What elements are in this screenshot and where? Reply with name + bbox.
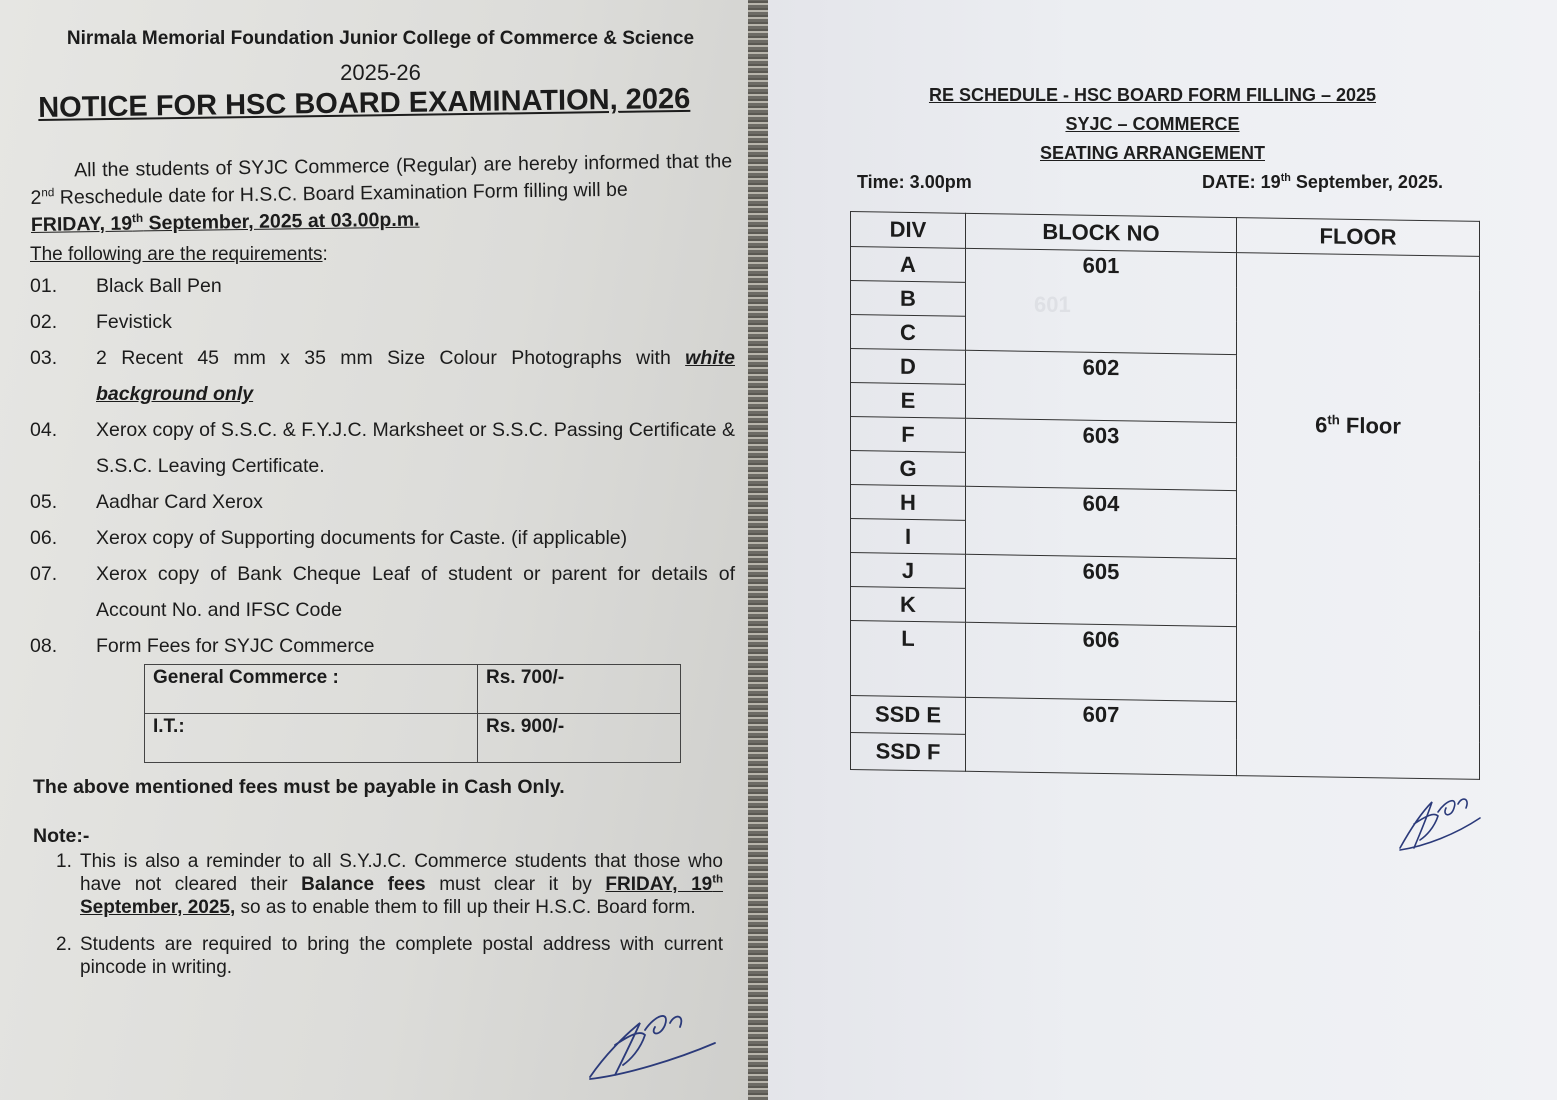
item-text: Form Fees for SYJC Commerce [96,635,375,657]
hsc-notice-sheet [0,0,752,1100]
div-cell: A [851,247,966,283]
item-text [96,340,735,412]
note1-date-sup: th [712,873,723,886]
note1-text-a: This is also a reminder to all S.Y.J.C. Commerce students that those who have not cleared their [80,851,723,895]
div-cell: SSD E [851,696,966,735]
cash-only-note: The above mentioned fees must be payable in Cash Only. [33,776,565,798]
intro-text-2: Reschedule date for H.S.C. Board Examination Form filling will be [54,178,628,209]
floor-sup: th [1327,412,1340,428]
exam-date [1202,172,1443,193]
block-cell: 604 [966,486,1237,558]
requirements-list [30,268,735,664]
div-cell: G [851,451,966,487]
note-number: 1. [56,851,72,872]
item-number: 08. [30,635,58,657]
date-b: September, 2025. [1290,172,1443,192]
item-text-main: 2 Recent 45 mm x 35 mm Size Colour Photographs with [96,347,686,369]
note-text: Students are required to bring the complete postal address with current pincode in writing. [80,934,723,978]
item-number: 03. [30,347,58,369]
div-cell: E [851,383,966,419]
list-item [30,628,735,664]
table-row [145,665,681,714]
item-number: 07. [30,563,58,585]
college-name: Nirmala Memorial Foundation Junior College of Commerce & Science [66,28,695,49]
div-cell: B [851,281,966,317]
class-heading: SYJC – COMMERCE [1065,114,1240,134]
notes-list [56,850,723,993]
exam-time: Time: 3.00pm [857,172,972,192]
seating-heading: SEATING ARRANGEMENT [1040,143,1265,163]
item-number: 02. [30,311,58,333]
note1-bold: Balance fees [301,874,426,895]
faint-bleed-text: 601 [1034,292,1071,317]
floor-word: Floor [1339,412,1401,439]
fee-label: General Commerce : [145,665,478,714]
div-cell: K [851,587,966,623]
list-item [30,484,735,520]
academic-year: 2025-26 [340,60,421,85]
seating-table [850,211,1480,780]
intro-date-b: September, 2025 at 03.00p.m. [142,208,420,235]
fee-amount: Rs. 900/- [478,714,681,763]
div-cell: I [851,519,966,555]
header-block: BLOCK NO [966,213,1237,252]
intro-date-sup: th [131,211,144,226]
block-cell: 605 [966,554,1237,626]
item-text: Xerox copy of Bank Cheque Leaf of student or parent for details of Account No. and IFSC Code [96,563,735,621]
item-emphasis: white background only [96,347,735,405]
div-cell: C [851,315,966,351]
block-cell: 606 [966,622,1237,701]
intro-date [31,209,420,236]
floor-cell [1237,253,1480,780]
block-cell: 603 [966,418,1237,490]
note1-date-b: September, 2025, [80,897,236,918]
fee-label: I.T.: [145,714,478,763]
intro-sup: nd [41,186,55,200]
list-item [30,412,735,484]
item-text: Aadhar Card Xerox [96,491,263,513]
list-item [30,556,735,628]
fee-amount: Rs. 700/- [478,665,681,714]
item-number: 01. [30,275,58,297]
note-heading: Note:- [33,825,90,847]
list-item [30,268,735,304]
div-cell: L [851,621,966,698]
item-text: Xerox copy of Supporting documents for Caste. (if applicable) [96,527,628,549]
div-cell: F [851,417,966,453]
block-cell: 601 [966,248,1237,354]
block-cell: 602 [966,350,1237,422]
item-text: Black Ball Pen [96,275,222,297]
table-row [145,714,681,763]
item-number: 06. [30,527,58,549]
note-number: 2. [56,934,72,955]
item-text: Xerox copy of S.S.C. & F.Y.J.C. Marksheet or S.S.C. Passing Certificate & S.S.C. Leaving Certificate. [96,419,735,477]
div-cell: SSD F [851,733,966,772]
note1-text-c: so as to enable them to fill up their H.S.C. Board form. [235,897,696,918]
floor-number: 6 [1315,412,1328,438]
intro-text-1: All the students of SYJC Commerce (Regular) are hereby informed that the 2 [30,150,733,209]
date-a: DATE: 19 [1202,172,1281,192]
item-number: 05. [30,491,58,513]
seating-arrangement-sheet [768,0,1557,1100]
list-item [56,933,723,979]
reschedule-heading: RE SCHEDULE - HSC BOARD FORM FILLING – 2025 [928,85,1377,105]
div-cell: D [851,349,966,385]
signature-icon [1396,790,1486,860]
requirements-heading [30,244,328,266]
note1-text-b: must clear it by [425,874,606,895]
note-text [80,850,723,919]
note1-date-a: FRIDAY, 19 [605,874,713,895]
header-floor: FLOOR [1237,218,1480,257]
div-cell: H [851,485,966,521]
intro-date-a: FRIDAY, 19 [30,212,133,236]
signature-icon [585,1005,725,1085]
list-item [30,304,735,340]
requirements-colon: : [322,244,328,265]
div-cell: J [851,553,966,589]
intro-paragraph [30,148,733,239]
requirements-heading-text: The following are the requirements [30,244,323,265]
item-text: Fevistick [96,311,172,333]
fees-table [144,664,681,763]
notice-title: NOTICE FOR HSC BOARD EXAMINATION, 2026 [38,82,691,124]
list-item [30,340,735,412]
block-cell: 607 [966,697,1237,775]
date-sup: th [1280,172,1291,184]
list-item [56,850,723,919]
binding-strip [748,0,768,1100]
header-div: DIV [851,212,966,249]
list-item [30,520,735,556]
item-number: 04. [30,419,58,441]
